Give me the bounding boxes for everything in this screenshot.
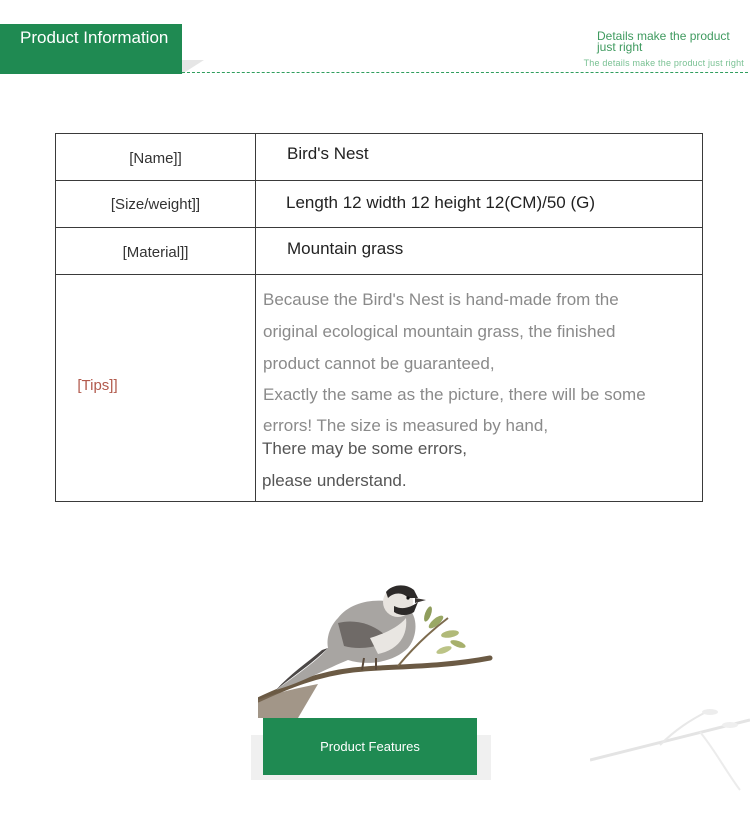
table-row-tips xyxy=(56,275,703,502)
tips-line: errors! The size is measured by hand, xyxy=(263,416,549,435)
label-cell xyxy=(56,228,256,275)
tips-line: product cannot be guaranteed, xyxy=(263,354,495,373)
table-row-name xyxy=(56,134,703,181)
size-value: Length 12 width 12 height 12(CM)/50 (G) xyxy=(286,193,596,212)
table-row-material xyxy=(56,228,703,275)
label-cell xyxy=(56,181,256,228)
label-cell xyxy=(56,275,256,502)
tips-line: There may be some errors, xyxy=(262,439,468,458)
name-value: Bird's Nest xyxy=(287,144,369,163)
product-features-banner: Product Features xyxy=(263,718,477,775)
page-title: Product Information xyxy=(20,28,169,47)
tips-label: [Tips]] xyxy=(77,376,118,394)
tips-text xyxy=(256,275,702,501)
header-tagline-sub: The details make the product just right xyxy=(583,58,744,68)
tips-line: original ecological mountain grass, the finished xyxy=(263,322,616,341)
material-label: [Material]] xyxy=(122,243,189,261)
header-tagline: Details make the product just right xyxy=(597,29,730,54)
value-cell xyxy=(256,134,703,181)
tips-line: Because the Bird's Nest is hand-made from the xyxy=(263,290,619,309)
tips-line: please understand. xyxy=(262,471,407,490)
name-label: [Name]] xyxy=(129,150,182,167)
header-divider xyxy=(182,72,748,73)
product-info-table xyxy=(55,133,703,502)
size-label: [Size/weight]] xyxy=(110,195,201,213)
value-cell xyxy=(256,275,703,502)
label-cell xyxy=(56,134,256,181)
tips-line: Exactly the same as the picture, there will be some xyxy=(263,385,646,404)
value-cell xyxy=(256,181,703,228)
value-cell xyxy=(256,228,703,275)
material-value: Mountain grass xyxy=(287,239,404,258)
decorative-branch xyxy=(590,690,750,800)
bird-illustration xyxy=(258,578,494,718)
table-row-size xyxy=(56,181,703,228)
